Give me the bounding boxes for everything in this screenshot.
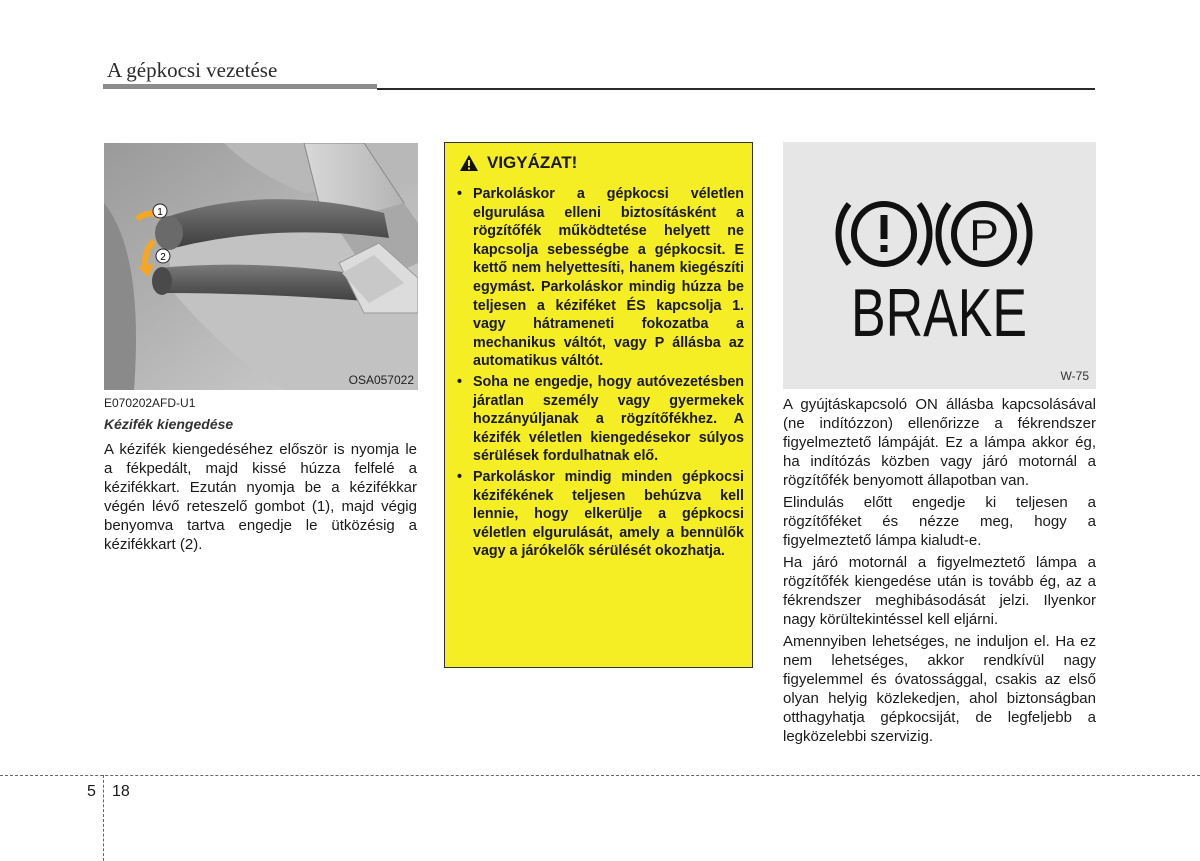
- parking-brake-photo: [104, 143, 418, 390]
- brake-warning-lamp-figure: [783, 142, 1096, 389]
- brake-label: BRAKE: [851, 275, 1027, 351]
- warning-item: • Parkoláskor mindig minden gépkocsi kézifékének teljesen behúzva kell lennie, hogy elkerülje a gépkocsi véletlen elgurulását, amely a bennülők vagy a járókelők sérülését okozhatja.: [455, 468, 744, 561]
- reference-code: E070202AFD-U1: [104, 396, 196, 410]
- footer-vertical-divider: [103, 775, 104, 861]
- paragraph: Amennyiben lehetséges, ne induljon el. Ha ez nem lehetséges, akkor rendkívül nagy figyelemmel és óvatossággal, csakis az első olyan helyig közlekedjen, ahol biztonságban otthagyhatja gépkocsiját, de legfeljebb a legközelebbi szervizig.: [783, 633, 1096, 745]
- figure-code: W-75: [1060, 369, 1089, 383]
- page-header-title: A gépkocsi vezetése: [107, 58, 278, 82]
- section-subtitle: Kézifék kiengedése: [104, 416, 234, 432]
- callout-2: 2: [160, 252, 166, 263]
- brake-warning-icon: [881, 215, 888, 239]
- warning-item: • Parkoláskor a gépkocsi véletlen elgurulása elleni biztosításként a rögzítőfék működtetése helyett ne kapcsolja sebességbe a gépkocsit. E kettő nem helyettesíti, hanem kiegészíti egymást. Parkoláskor mindig húzza be teljesen a kéziféket ÉS kapcsolja 1. vagy hátrameneti fokozatba a mechanikus váltót, vagy P állásba az automatikus váltót.: [455, 185, 744, 371]
- warning-list: [455, 185, 744, 561]
- warning-header: [459, 153, 744, 173]
- paragraph: Elindulás előtt engedje ki teljesen a rögzítőféket és nézze meg, hogy a figyelmeztető lámpa kialudt-e.: [783, 494, 1096, 549]
- warning-title: VIGYÁZAT!: [487, 153, 578, 172]
- header-rule-thick: [103, 84, 377, 89]
- header-rule-thin: [377, 88, 1095, 90]
- parking-p-symbol: P: [969, 211, 999, 260]
- chapter-number: 5: [87, 783, 96, 800]
- right-column-text: [783, 395, 1096, 749]
- page-number: 18: [112, 783, 130, 800]
- paragraph: A gyújtáskapcsoló ON állásba kapcsolásával (ne indítózzon) ellenőrizze a fékrendszer figyelmeztető lámpáját. Ez a lámpa akkor ég, ha indítózás közben vagy járó motornál a rögzítőfék benyomott állapotban van.: [783, 396, 1096, 489]
- callout-1: 1: [157, 207, 163, 218]
- paragraph: Ha járó motornál a figyelmeztető lámpa a rögzítőfék kiengedése után is tovább ég, az a fékrendszer meghibásodását jelzi. Ilyenkor nagy körültekintéssel kell eljárni.: [783, 554, 1096, 628]
- footer-divider: [0, 775, 1200, 776]
- warning-box: [444, 142, 753, 668]
- brake-symbols: [783, 142, 1096, 389]
- parking-brake-illustration: [104, 143, 418, 390]
- warning-item: • Soha ne engedje, hogy autóvezetésben járatlan személy vagy gyermekek hozzányúljanak a rögzítőfékhez. A kézifék véletlen kiengedésekor súlyos sérülések fordulhatnak elő.: [455, 373, 744, 466]
- release-instructions: A kézifék kiengedéséhez először is nyomja le a fékpedált, majd kissé húzza felfelé a kézifékkart. Ezután nyomja be a kézifékkar végén lévő reteszelő gombot (1), majd végig benyomva tartva engedje le ütközésig a kézifékkart (2).: [104, 441, 417, 553]
- photo-code: OSA057022: [348, 373, 414, 387]
- warning-triangle-icon: [459, 154, 479, 172]
